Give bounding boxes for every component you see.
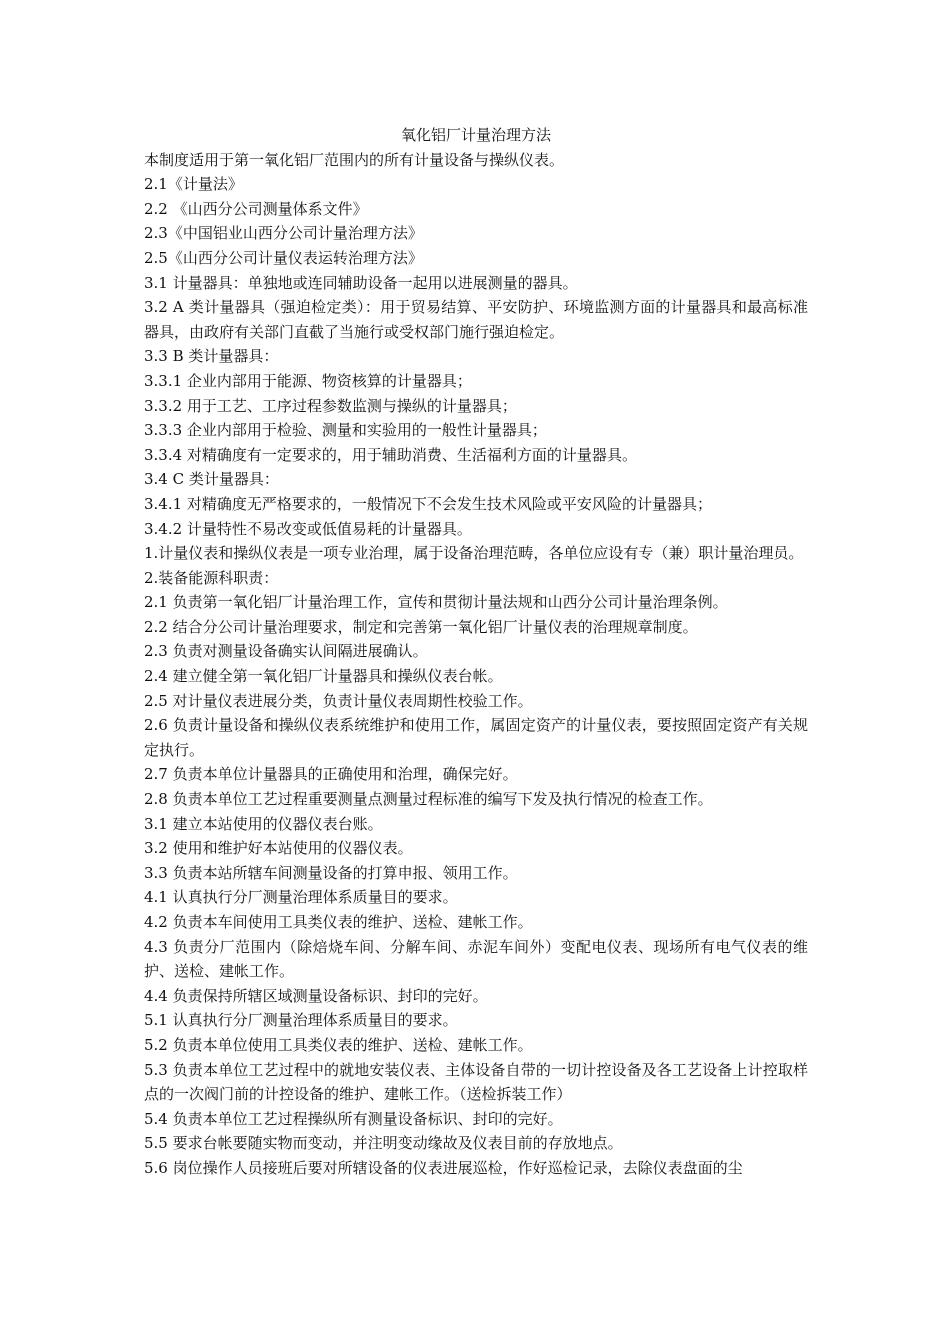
paragraph: 2.5 对计量仪表进展分类，负责计量仪表周期性校验工作。 — [144, 691, 533, 710]
paragraph: 3.3 B 类计量器具： — [144, 347, 279, 366]
paragraph: 3.3.3 企业内部用于检验、测量和实验用的一般性计量器具； — [144, 421, 547, 440]
paragraph: 4.4 负责保持所辖区域测量设备标识、封印的完好。 — [144, 986, 488, 1005]
paragraph: 2.4 建立健全第一氧化铝厂计量器具和操纵仪表台帐。 — [144, 667, 503, 686]
paragraph: 3.1 建立本站使用的仪器仪表台账。 — [144, 814, 383, 833]
paragraph: 3.2 使用和维护好本站使用的仪器仪表。 — [144, 839, 413, 858]
paragraph: 4.2 负责本车间使用工具类仪表的维护、送检、建帐工作。 — [144, 913, 533, 931]
paragraph: 3.1 计量器具：单独地或连同辅助设备一起用以进展测量的器具。 — [144, 273, 578, 292]
paragraph: 2.3《中国铝业山西分公司计量治理方法》 — [144, 224, 423, 243]
paragraph: 5.4 负责本单位工艺过程操纵所有测量设备标识、封印的完好。 — [144, 1109, 563, 1128]
paragraph: 2.3 负责对测量设备确实认间隔进展确认。 — [144, 642, 428, 661]
paragraph: 3.2 A 类计量器具（强迫检定类）：用于贸易结算、平安防护、环境监测方面的计量器具和最高标准器具，由政府有关部门直截了当施行或受权部门施行强迫检定。 — [144, 298, 808, 341]
paragraph: 2.6 负责计量设备和操纵仪表系统维护和使用工作，属固定资产的计量仪表，要按照固定资产有关规定执行。 — [144, 716, 808, 759]
paragraph: 3.4 C 类计量器具： — [144, 470, 279, 489]
document-body — [144, 148, 808, 1181]
paragraph: 3.3.1 企业内部用于能源、物资核算的计量器具； — [144, 371, 472, 390]
paragraph: 2.5《山西分公司计量仪表运转治理方法》 — [144, 248, 423, 267]
paragraph: 2.2 结合分公司计量治理要求，制定和完善第一氧化铝厂计量仪表的治理规章制度。 — [144, 617, 698, 636]
paragraph: 2.1 负责第一氧化铝厂计量治理工作，宣传和贯彻计量法规和山西分公司计量治理条例。 — [144, 593, 728, 612]
paragraph: 2.2 《山西分公司测量体系文件》 — [144, 199, 368, 218]
paragraph: 3.4.2 计量特性不易改变或低值易耗的计量器具。 — [144, 519, 472, 538]
paragraph: 1.计量仪表和操纵仪表是一项专业治理，属于设备治理范畴，各单位应设有专（兼）职计量治理员。 — [144, 544, 804, 563]
paragraph: 3.3.2 用于工艺、工序过程参数监测与操纵的计量器具； — [144, 396, 517, 415]
paragraph: 4.3 负责分厂范围内（除焙烧车间、分解车间、赤泥车间外）变配电仪表、现场所有电气仪表的维护、送检、建帐工作。 — [144, 937, 808, 981]
document-title: 氧化铝厂计量治理方法 — [400, 126, 551, 144]
paragraph: 3.3 负责本站所辖车间测量设备的打算申报、领用工作。 — [144, 863, 518, 882]
document-page — [144, 123, 808, 1181]
paragraph: 5.5 要求台帐要随实物而变动，并注明变动缘故及仪表目前的存放地点。 — [144, 1134, 623, 1153]
paragraph: 5.3 负责本单位工艺过程中的就地安装仪表、主体设备自带的一切计控设备及各工艺设备上计控取样点的一次阀门前的计控设备的维护、建帐工作。（送检拆装工作） — [144, 1060, 808, 1104]
paragraph: 5.6 岗位操作人员接班后要对所辖设备的仪表进展巡检，作好巡检记录，去除仪表盘面的尘 — [144, 1158, 743, 1177]
paragraph: 2.1《计量法》 — [144, 175, 243, 194]
paragraph: 4.1 认真执行分厂测量治理体系质量目的要求。 — [144, 888, 458, 907]
paragraph: 2.7 负责本单位计量器具的正确使用和治理，确保完好。 — [144, 765, 518, 784]
paragraph: 2.8 负责本单位工艺过程重要测量点测量过程标准的编写下发及执行情况的检查工作。 — [144, 790, 713, 809]
paragraph: 3.3.4 对精确度有一定要求的，用于辅助消费、生活福利方面的计量器具。 — [144, 445, 637, 464]
paragraph: 本制度适用于第一氧化铝厂范围内的所有计量设备与操纵仪表。 — [144, 150, 565, 169]
paragraph: 3.4.1 对精确度无严格要求的，一般情况下不会发生技术风险或平安风险的计量器具； — [144, 494, 712, 513]
paragraph: 2.装备能源科职责： — [144, 568, 279, 587]
paragraph: 5.2 负责本单位使用工具类仪表的维护、送检、建帐工作。 — [144, 1035, 533, 1054]
paragraph: 5.1 认真执行分厂测量治理体系质量目的要求。 — [144, 1011, 458, 1030]
